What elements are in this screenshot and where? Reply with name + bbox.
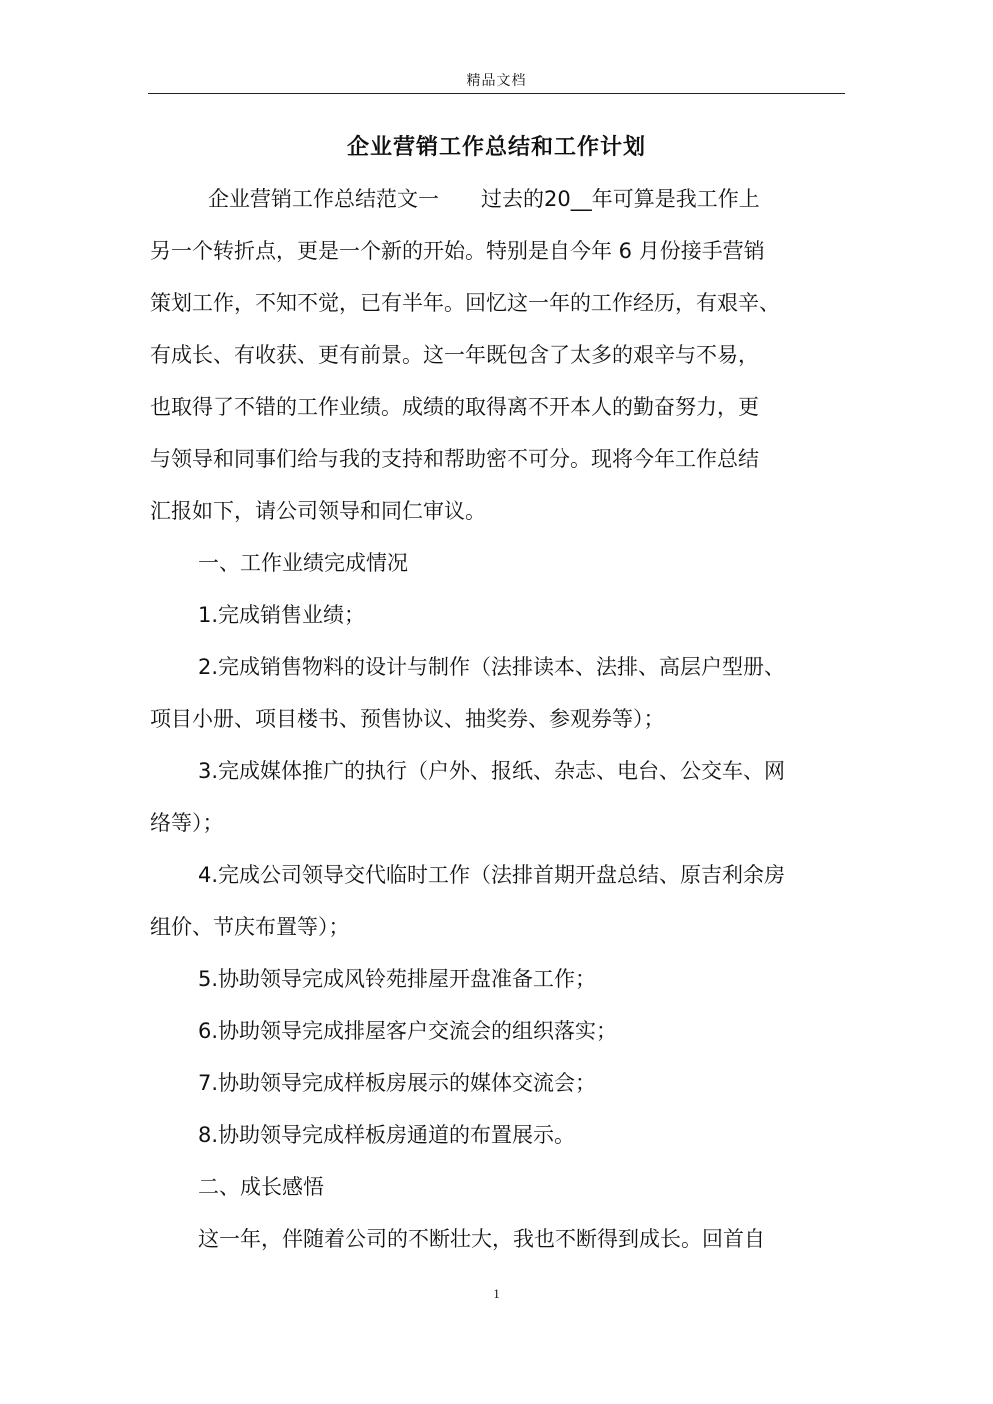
list-item: 5.协助领导完成风铃苑排屋开盘准备工作； — [198, 967, 597, 991]
page-number: 1 — [493, 1286, 500, 1301]
body-line: 有成长、有收获、更有前景。这一年既包含了太多的艰辛与不易， — [150, 343, 759, 367]
header-divider — [148, 93, 845, 94]
list-item-continuation: 组价、节庆布置等）； — [150, 915, 350, 939]
body-line: 策划工作，不知不觉，已有半年。回忆这一年的工作经历，有艰辛、 — [150, 291, 780, 315]
list-item-continuation: 项目小册、项目楼书、预售协议、抽奖券、参观券等）； — [150, 707, 665, 731]
body-line: 这一年，伴随着公司的不断壮大，我也不断得到成长。回首自 — [198, 1227, 765, 1251]
list-item: 4.完成公司领导交代临时工作（法排首期开盘总结、原吉利余房 — [198, 863, 786, 887]
list-item: 8.协助领导完成样板房通道的布置展示。 — [198, 1123, 576, 1147]
list-item: 7.协助领导完成样板房展示的媒体交流会； — [198, 1071, 597, 1095]
list-item: 3.完成媒体推广的执行（户外、报纸、杂志、电台、公交车、网 — [198, 759, 786, 783]
body-line: 企业营销工作总结范文一 过去的20__年可算是我工作上 — [208, 187, 760, 211]
body-line: 另一个转折点，更是一个新的开始。特别是自今年 6 月份接手营销 — [150, 239, 765, 263]
document-title: 企业营销工作总结和工作计划 — [346, 134, 646, 160]
body-line: 汇报如下，请公司领导和同仁审议。 — [150, 499, 486, 523]
body-line: 也取得了不错的工作业绩。成绩的取得离不开本人的勤奋努力，更 — [150, 395, 759, 419]
list-item: 2.完成销售物料的设计与制作（法排读本、法排、高层户型册、 — [198, 655, 786, 679]
list-item: 1.完成销售业绩； — [198, 603, 366, 627]
section-heading: 二、成长感悟 — [198, 1175, 324, 1199]
body-line: 与领导和同事们给与我的支持和帮助密不可分。现将今年工作总结 — [150, 447, 759, 471]
list-item: 6.协助领导完成排屋客户交流会的组织落实； — [198, 1019, 618, 1043]
list-item-continuation: 络等）； — [150, 811, 224, 835]
section-heading: 一、工作业绩完成情况 — [198, 551, 408, 575]
page-header: 精品文档 — [466, 73, 527, 89]
